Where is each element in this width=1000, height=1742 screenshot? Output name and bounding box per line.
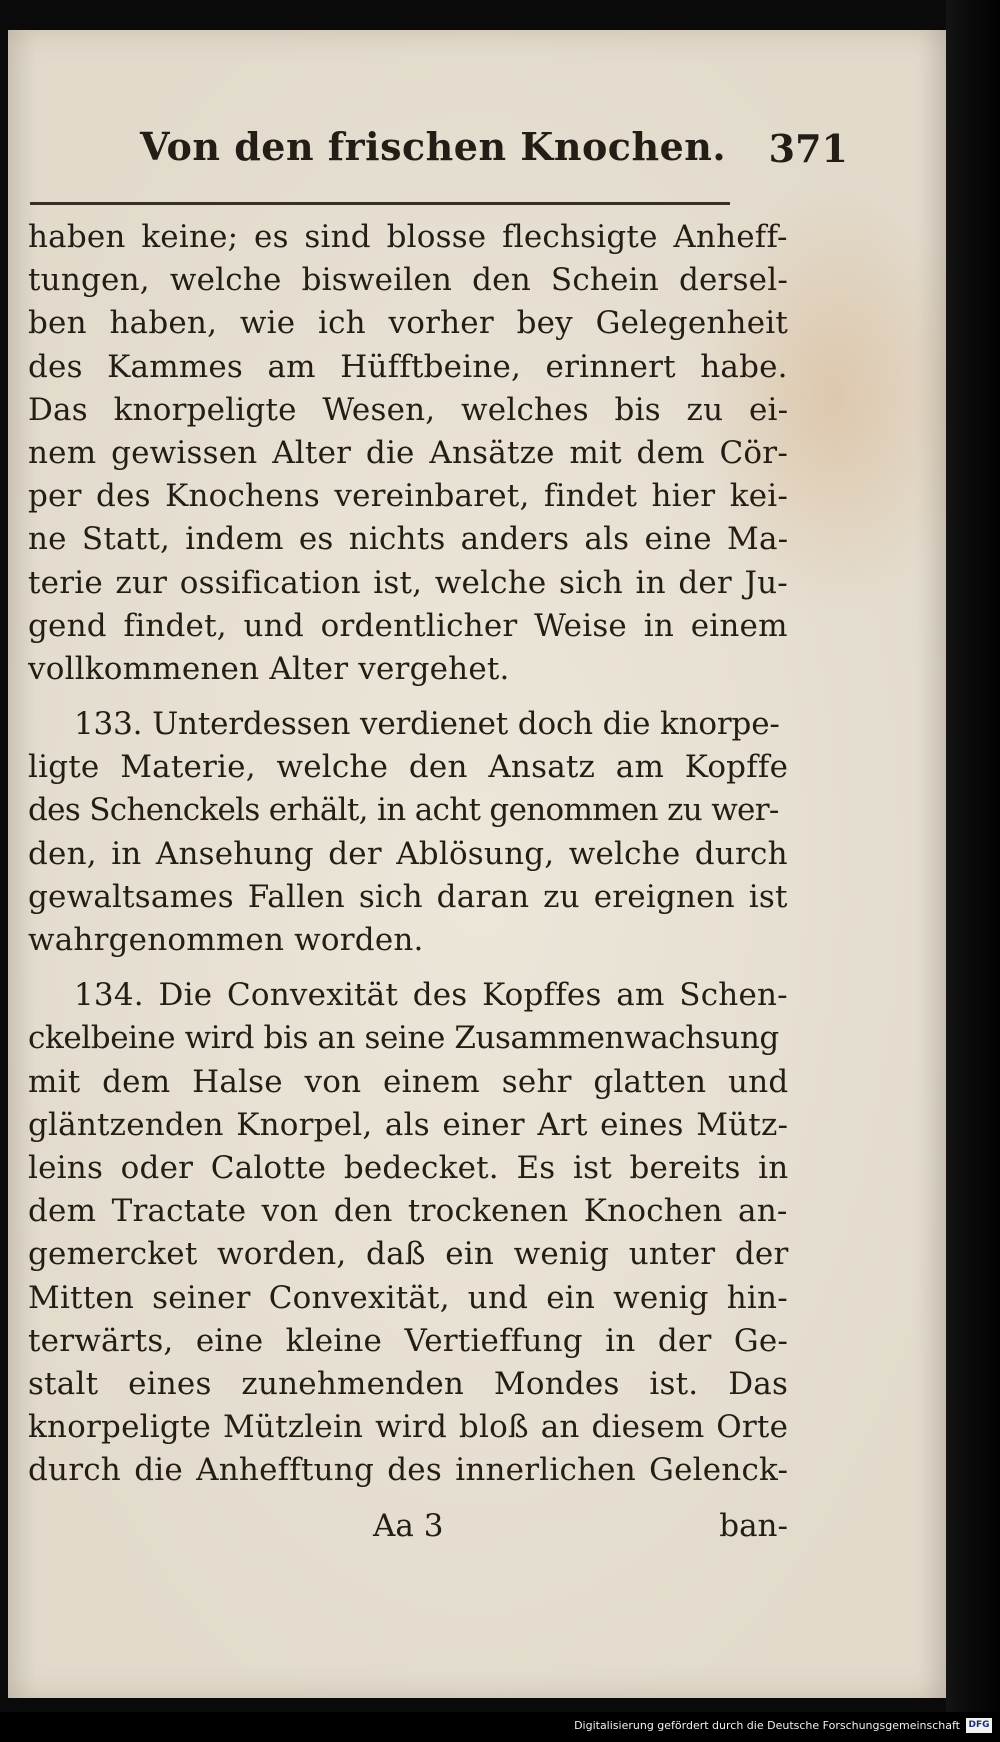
page-number: 371	[768, 126, 848, 171]
text-line: ne Statt, indem es nichts anders als eine Ma-	[28, 521, 789, 558]
text-line: ckelbeine wird bis an seine Zusammenwachsung	[28, 1020, 779, 1057]
text-line: dem Tractate von den trockenen Knochen an-	[28, 1193, 788, 1230]
text-line: gewaltsames Fallen sich daran zu ereignen ist	[28, 878, 788, 915]
page-footer	[28, 1508, 788, 1554]
text-line: tungen, welche bisweilen den Schein dersel-	[28, 262, 789, 299]
text-line: ben haben, wie ich vorher bey Gelegenheit	[28, 305, 789, 342]
running-head-title: Von den frischen Knochen.	[140, 124, 727, 169]
text-line: haben keine; es sind blosse flechsigte Anheff-	[28, 219, 788, 255]
book-spine-shadow	[946, 0, 1000, 1742]
text-line: knorpeligte Mützlein wird bloß an diesem Orte	[28, 1409, 789, 1446]
dfg-logo-icon: DFG	[966, 1718, 992, 1733]
paragraph-start-133: 133. Unterdessen verdienet doch die knorpe-	[74, 706, 780, 743]
text-line: gemercket worden, daß ein wenig unter der	[28, 1236, 789, 1273]
text-line: gend findet, und ordentlicher Weise in einem	[28, 607, 788, 644]
text-line: Mitten seiner Convexität, und ein wenig hin-	[28, 1279, 788, 1316]
body-text	[28, 216, 788, 1492]
running-head	[30, 124, 910, 184]
signature-mark: Aa 3	[373, 1508, 444, 1544]
credit-bar	[0, 1712, 1000, 1742]
book-page	[8, 30, 946, 1698]
paragraph-start-134: 134. Die Convexität des Kopffes am Schen-	[74, 977, 788, 1014]
funding-credit: Digitalisierung gefördert durch die Deutsche Forschungsgemeinschaft	[574, 1719, 960, 1732]
text-line: Das knorpeligte Wesen, welches bis zu ei-	[28, 391, 789, 428]
paragraph-gap	[28, 691, 788, 703]
text-line: wahrgenommen worden.	[28, 922, 424, 958]
text-line: stalt eines zunehmenden Mondes ist. Das	[28, 1365, 789, 1402]
text-line: leins oder Calotte bedecket. Es ist bereits in	[28, 1149, 789, 1186]
text-line: gläntzenden Knorpel, als einer Art eines Mütz-	[28, 1106, 789, 1143]
text-line: ligte Materie, welche den Ansatz am Kopffe	[28, 749, 789, 786]
text-line: des Schenckels erhält, in acht genommen zu wer-	[28, 792, 779, 829]
catchword: ban-	[719, 1508, 788, 1544]
text-line: durch die Anhefftung des innerlichen Gelenck-	[28, 1452, 789, 1489]
text-line: terie zur ossification ist, welche sich in der Ju-	[28, 564, 788, 601]
text-line: vollkommenen Alter vergehet.	[28, 650, 510, 687]
header-rule	[30, 202, 730, 205]
text-line: mit dem Halse von einem sehr glatten und	[28, 1063, 789, 1100]
text-line: nem gewissen Alter die Ansätze mit dem Cör-	[28, 434, 788, 471]
paragraph-gap	[28, 962, 788, 974]
text-line: per des Knochens vereinbaret, findet hier kei-	[28, 478, 789, 515]
text-line: des Kammes am Hüfftbeine, erinnert habe.	[28, 348, 788, 385]
text-line: terwärts, eine kleine Vertieffung in der Ge-	[28, 1322, 789, 1359]
text-line: den, in Ansehung der Ablösung, welche durch	[28, 835, 788, 872]
